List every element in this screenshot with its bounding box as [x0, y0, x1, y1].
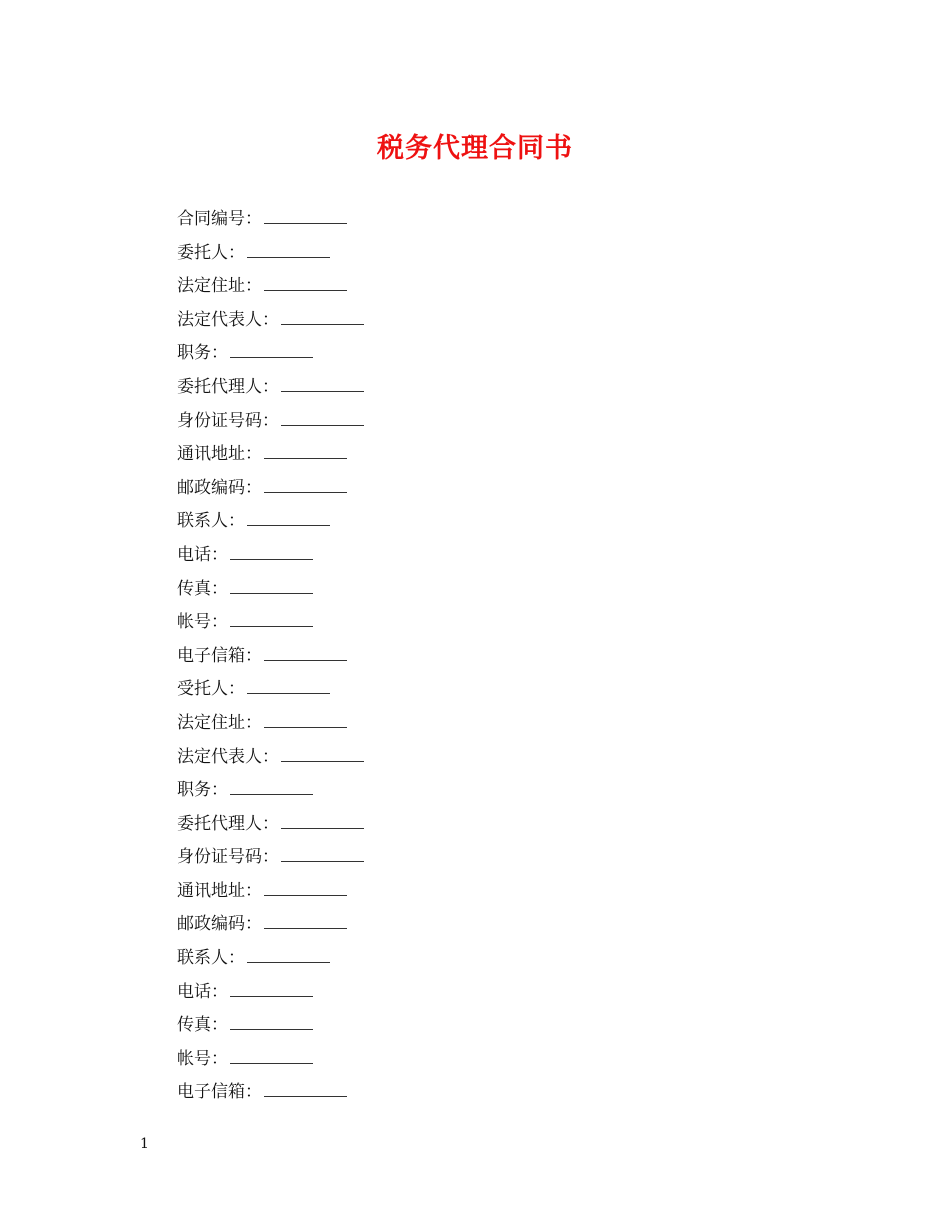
field-label: 通讯地址： — [177, 444, 262, 465]
field-blank-line — [281, 323, 364, 325]
field-row — [177, 405, 364, 439]
field-blank-line — [264, 726, 347, 728]
field-blank-line — [247, 961, 330, 963]
field-blank-line — [247, 692, 330, 694]
field-blank-line — [264, 927, 347, 929]
contract-field-list — [177, 203, 364, 1110]
field-row — [177, 673, 364, 707]
field-blank-line — [230, 1062, 313, 1064]
field-label: 职务： — [177, 780, 228, 801]
field-row — [177, 976, 364, 1010]
field-blank-line — [230, 1028, 313, 1030]
field-label: 传真： — [177, 578, 228, 599]
field-label: 法定代表人： — [177, 309, 279, 330]
field-blank-line — [230, 592, 313, 594]
field-label: 法定住址： — [177, 276, 262, 297]
field-blank-line — [230, 356, 313, 358]
field-row — [177, 304, 364, 338]
field-blank-line — [264, 894, 347, 896]
field-row — [177, 237, 364, 271]
field-label: 委托代理人： — [177, 813, 279, 834]
field-row — [177, 875, 364, 909]
field-blank-line — [264, 491, 347, 493]
field-row — [177, 539, 364, 573]
field-blank-line — [230, 558, 313, 560]
field-blank-line — [264, 222, 347, 224]
field-label: 身份证号码： — [177, 410, 279, 431]
page-number: 1 — [140, 1136, 149, 1152]
field-blank-line — [264, 289, 347, 291]
field-label: 法定住址： — [177, 712, 262, 733]
field-label: 通讯地址： — [177, 880, 262, 901]
field-label: 职务： — [177, 343, 228, 364]
field-row — [177, 640, 364, 674]
field-label: 电话： — [177, 981, 228, 1002]
field-label: 传真： — [177, 1015, 228, 1036]
field-row — [177, 438, 364, 472]
field-blank-line — [281, 860, 364, 862]
field-label: 帐号： — [177, 1048, 228, 1069]
field-blank-line — [230, 995, 313, 997]
field-row — [177, 774, 364, 808]
field-blank-line — [247, 524, 330, 526]
field-row — [177, 573, 364, 607]
field-row — [177, 337, 364, 371]
field-label: 邮政编码： — [177, 477, 262, 498]
field-blank-line — [264, 457, 347, 459]
field-blank-line — [230, 625, 313, 627]
field-blank-line — [230, 793, 313, 795]
field-row — [177, 908, 364, 942]
field-label: 受托人： — [177, 679, 245, 700]
field-row — [177, 472, 364, 506]
field-row — [177, 1076, 364, 1110]
field-label: 电话： — [177, 544, 228, 565]
field-blank-line — [247, 256, 330, 258]
field-row — [177, 707, 364, 741]
field-label: 法定代表人： — [177, 746, 279, 767]
field-label: 电子信箱： — [177, 1082, 262, 1103]
field-label: 联系人： — [177, 948, 245, 969]
field-blank-line — [281, 760, 364, 762]
field-blank-line — [281, 827, 364, 829]
field-blank-line — [281, 424, 364, 426]
field-blank-line — [264, 1095, 347, 1097]
field-row — [177, 1009, 364, 1043]
field-row — [177, 203, 364, 237]
field-label: 身份证号码： — [177, 847, 279, 868]
field-blank-line — [281, 390, 364, 392]
field-label: 联系人： — [177, 511, 245, 532]
field-row — [177, 606, 364, 640]
document-title: 税务代理合同书 — [377, 133, 573, 164]
field-row — [177, 1043, 364, 1077]
field-row — [177, 270, 364, 304]
field-row — [177, 942, 364, 976]
field-row — [177, 841, 364, 875]
field-label: 委托代理人： — [177, 376, 279, 397]
field-label: 电子信箱： — [177, 645, 262, 666]
field-label: 帐号： — [177, 612, 228, 633]
field-label: 邮政编码： — [177, 914, 262, 935]
field-row — [177, 371, 364, 405]
field-blank-line — [264, 659, 347, 661]
field-row — [177, 741, 364, 775]
field-row — [177, 808, 364, 842]
field-label: 委托人： — [177, 242, 245, 263]
field-row — [177, 505, 364, 539]
field-label: 合同编号： — [177, 209, 262, 229]
